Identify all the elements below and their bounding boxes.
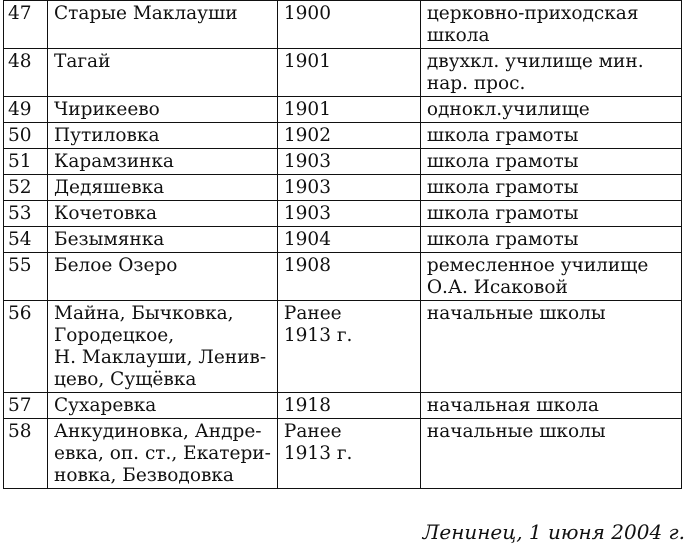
school-type-line: однокл.училище — [426, 99, 590, 120]
settlement-name-line: новка, Безводовка — [54, 465, 234, 486]
founding-year-line: 1900 — [283, 3, 331, 24]
founding-year-cell — [277, 149, 420, 175]
school-type-line: школа грамоты — [426, 229, 579, 250]
settlement-name-cell — [48, 175, 278, 201]
school-type-cell — [420, 201, 681, 227]
row-number: 56 — [8, 303, 32, 324]
row-number-cell — [4, 227, 48, 253]
founding-year-cell — [277, 393, 420, 419]
row-number-cell — [4, 393, 48, 419]
row-number-cell — [4, 301, 48, 393]
settlement-name-line: Белое Озеро — [54, 255, 178, 276]
settlement-name-cell — [48, 227, 278, 253]
row-number: 57 — [8, 395, 32, 416]
school-type-line: школа грамоты — [426, 203, 579, 224]
school-type-line: О.А. Исаковой — [426, 277, 568, 298]
founding-year-cell — [277, 201, 420, 227]
settlement-name-line: Безымянка — [54, 229, 165, 250]
settlement-name-cell — [48, 393, 278, 419]
settlement-name-line: Старые Маклауши — [54, 3, 238, 24]
settlement-name-line: Кочетовка — [54, 203, 158, 224]
founding-year-cell — [277, 1, 420, 49]
school-type-cell — [420, 419, 681, 489]
settlement-name-cell — [48, 301, 278, 393]
founding-year-line: 1903 — [283, 177, 331, 198]
settlement-name-line: Городецкое, — [54, 325, 175, 346]
school-type-cell — [420, 227, 681, 253]
founding-year-line: 1903 — [283, 151, 331, 172]
founding-year-cell — [277, 175, 420, 201]
school-type-line: школа — [426, 25, 490, 46]
school-type-line: двухкл. училище мин. — [426, 51, 644, 72]
settlement-name-line: Карамзинка — [54, 151, 174, 172]
founding-year-cell — [277, 49, 420, 97]
founding-year-cell — [277, 301, 420, 393]
row-number-cell — [4, 149, 48, 175]
settlement-name-cell — [48, 419, 278, 489]
school-type-line: школа грамоты — [426, 177, 579, 198]
founding-year-line: 1904 — [283, 229, 331, 250]
founding-year-cell — [277, 123, 420, 149]
row-number: 47 — [8, 3, 32, 24]
table-row — [4, 149, 682, 175]
school-type-line: начальная школа — [426, 395, 599, 416]
settlement-name-line: Н. Маклауши, Ленив- — [54, 347, 267, 368]
source-citation: Ленинец, 1 июня 2004 г. — [422, 520, 685, 544]
school-type-cell — [420, 1, 681, 49]
row-number-cell — [4, 253, 48, 301]
school-type-cell — [420, 123, 681, 149]
table-row — [4, 419, 682, 489]
row-number-cell — [4, 123, 48, 149]
school-type-cell — [420, 149, 681, 175]
settlement-name-cell — [48, 1, 278, 49]
table-row — [4, 301, 682, 393]
school-type-cell — [420, 49, 681, 97]
schools-table — [3, 0, 682, 489]
school-type-line: ремесленное училище — [426, 255, 649, 276]
founding-year-line: 1901 — [283, 99, 331, 120]
table-row — [4, 175, 682, 201]
school-type-line: нар. прос. — [426, 73, 526, 94]
row-number-cell — [4, 1, 48, 49]
row-number: 49 — [8, 99, 32, 120]
founding-year-line: Ранее — [283, 421, 342, 442]
row-number: 52 — [8, 177, 32, 198]
table-row — [4, 393, 682, 419]
settlement-name-line: Путиловка — [54, 125, 160, 146]
school-type-line: школа грамоты — [426, 151, 579, 172]
founding-year-cell — [277, 419, 420, 489]
row-number-cell — [4, 175, 48, 201]
table-row — [4, 1, 682, 49]
settlement-name-cell — [48, 123, 278, 149]
school-type-line: начальные школы — [426, 303, 606, 324]
row-number-cell — [4, 201, 48, 227]
settlement-name-cell — [48, 201, 278, 227]
settlement-name-line: цево, Сущёвка — [54, 369, 197, 390]
settlement-name-cell — [48, 149, 278, 175]
founding-year-line: 1913 г. — [283, 325, 353, 346]
settlement-name-line: Чирикеево — [54, 99, 160, 120]
row-number: 54 — [8, 229, 32, 250]
row-number: 50 — [8, 125, 32, 146]
row-number-cell — [4, 97, 48, 123]
founding-year-line: 1918 — [283, 395, 331, 416]
settlement-name-cell — [48, 97, 278, 123]
row-number-cell — [4, 49, 48, 97]
settlement-name-line: Сухаревка — [54, 395, 157, 416]
founding-year-cell — [277, 227, 420, 253]
school-type-cell — [420, 393, 681, 419]
school-type-cell — [420, 301, 681, 393]
founding-year-line: 1901 — [283, 51, 331, 72]
row-number: 58 — [8, 421, 32, 442]
settlement-name-line: Дедяшевка — [54, 177, 165, 198]
school-type-line: начальные школы — [426, 421, 606, 442]
table-row — [4, 49, 682, 97]
row-number: 53 — [8, 203, 32, 224]
founding-year-line: Ранее — [283, 303, 342, 324]
settlement-name-line: Тагай — [54, 51, 111, 72]
founding-year-cell — [277, 97, 420, 123]
settlement-name-line: евка, оп. ст., Екатери- — [54, 443, 271, 464]
school-type-line: церковно-приходская — [426, 3, 639, 24]
school-type-cell — [420, 175, 681, 201]
school-type-cell — [420, 253, 681, 301]
table-row — [4, 253, 682, 301]
founding-year-cell — [277, 253, 420, 301]
settlement-name-cell — [48, 49, 278, 97]
schools-table-body — [4, 1, 682, 489]
table-row — [4, 97, 682, 123]
table-row — [4, 227, 682, 253]
founding-year-line: 1908 — [283, 255, 331, 276]
school-type-line: школа грамоты — [426, 125, 579, 146]
founding-year-line: 1902 — [283, 125, 331, 146]
settlement-name-line: Анкудиновка, Андре- — [54, 421, 262, 442]
settlement-name-line: Майна, Бычковка, — [54, 303, 234, 324]
row-number: 51 — [8, 151, 32, 172]
table-row — [4, 201, 682, 227]
founding-year-line: 1903 — [283, 203, 331, 224]
row-number-cell — [4, 419, 48, 489]
school-type-cell — [420, 97, 681, 123]
row-number: 55 — [8, 255, 32, 276]
table-row — [4, 123, 682, 149]
settlement-name-cell — [48, 253, 278, 301]
row-number: 48 — [8, 51, 32, 72]
founding-year-line: 1913 г. — [283, 443, 353, 464]
